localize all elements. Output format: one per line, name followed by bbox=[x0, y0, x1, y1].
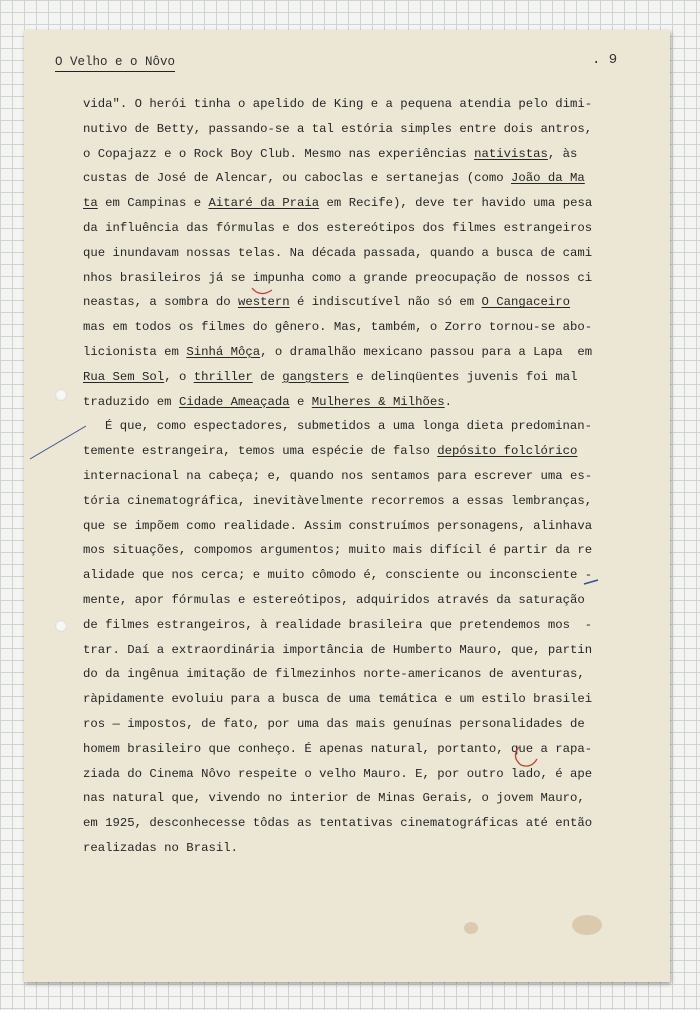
underlined-title: ta bbox=[83, 196, 98, 211]
paper-stain bbox=[464, 922, 478, 934]
text-line bbox=[83, 290, 623, 315]
text-segment: da influência das fórmulas e dos estereótipos dos filmes estrangeiros bbox=[83, 220, 593, 235]
text-segment: alidade que nos cerca; e muito cômodo é, consciente ou inconsciente - bbox=[83, 568, 593, 583]
text-segment: nas natural que, vivendo no interior de Minas Gerais, o jovem Mauro, bbox=[83, 791, 585, 806]
text-segment: ràpidamente evoluiu para a busca de uma temática e um estilo brasilei bbox=[83, 692, 593, 707]
text-segment: licionista em bbox=[83, 344, 187, 359]
text-segment: trar. Daí a extraordinária importância de Humberto Mauro, que, partin bbox=[83, 642, 593, 657]
text-segment: de filmes estrangeiros, à realidade brasileira que pretendemos mos - bbox=[83, 617, 593, 632]
text-line bbox=[83, 340, 623, 365]
text-segment: de bbox=[252, 369, 283, 384]
underlined-title: Rua Sem Sol bbox=[83, 369, 165, 384]
text-line bbox=[83, 390, 623, 415]
underlined-title: thriller bbox=[193, 369, 253, 384]
text-segment: tória cinematográfica, inevitàvelmente recorremos a essas lembranças, bbox=[83, 493, 593, 508]
text-line bbox=[83, 315, 623, 340]
text-segment: é indiscutível não só em bbox=[289, 295, 482, 310]
text-segment: homem brasileiro que conheço. É apenas natural, portanto, que a rapa- bbox=[83, 741, 593, 756]
text-segment: o Copajazz e o Rock Boy Club. Mesmo nas experiências bbox=[83, 146, 475, 161]
underlined-title: western bbox=[237, 295, 290, 310]
text-line bbox=[83, 117, 623, 142]
text-line bbox=[83, 489, 623, 514]
text-line bbox=[83, 365, 623, 390]
text-line bbox=[83, 514, 623, 539]
text-line bbox=[83, 712, 623, 737]
page-number: . 9 bbox=[592, 52, 618, 68]
binder-hole bbox=[55, 389, 67, 401]
text-line bbox=[83, 414, 623, 439]
underlined-title: O Cangaceiro bbox=[481, 295, 571, 310]
text-segment: , o bbox=[164, 369, 194, 384]
text-segment: que se impõem como realidade. Assim construímos personagens, alinhava bbox=[83, 518, 593, 533]
text-line bbox=[83, 836, 623, 861]
text-line bbox=[83, 811, 623, 836]
text-segment: mos situações, compomos argumentos; muito mais difícil é partir da re bbox=[83, 543, 593, 558]
text-line bbox=[83, 191, 623, 216]
text-line bbox=[83, 662, 623, 687]
text-line bbox=[83, 538, 623, 563]
text-segment: em Recife), deve ter havido uma pesa bbox=[319, 196, 593, 211]
underlined-title: João da Ma bbox=[511, 171, 585, 186]
text-line bbox=[83, 439, 623, 464]
text-segment: traduzido em bbox=[83, 394, 179, 409]
text-line bbox=[83, 216, 623, 241]
text-segment: , às bbox=[547, 146, 578, 161]
paper-stain bbox=[572, 915, 602, 935]
text-segment: nutivo de Betty, passando-se a tal estória simples entre dois antros, bbox=[83, 121, 593, 136]
text-line bbox=[83, 166, 623, 191]
text-segment: do da ingênua imitação de filmezinhos norte-americanos de aventuras, bbox=[83, 667, 585, 682]
text-segment: ros — impostos, de fato, por uma das mais genuínas personalidades de bbox=[83, 716, 585, 731]
underlined-title: Mulheres & Milhões bbox=[311, 394, 445, 409]
text-segment: mente, apor fórmulas e estereótipos, adquiridos através da saturação bbox=[83, 592, 585, 607]
document-body bbox=[83, 92, 623, 861]
text-segment: custas de José de Alencar, ou caboclas e sertanejas (como bbox=[83, 171, 512, 186]
underlined-title: nativistas bbox=[474, 146, 548, 161]
text-segment: e bbox=[289, 394, 312, 409]
underlined-title: Cidade Ameaçada bbox=[178, 394, 290, 409]
underlined-title: Sinhá Môça bbox=[186, 344, 261, 359]
text-segment: , o dramalhão mexicano passou para a Lapa em bbox=[260, 344, 593, 359]
text-line bbox=[83, 563, 623, 588]
text-segment: realizadas no Brasil. bbox=[83, 840, 238, 855]
text-line bbox=[83, 241, 623, 266]
text-line bbox=[83, 762, 623, 787]
text-line bbox=[83, 92, 623, 117]
text-segment: em 1925, desconhecesse tôdas as tentativas cinematográficas até então bbox=[83, 816, 593, 831]
underlined-title: depósito folclórico bbox=[437, 444, 578, 459]
text-line bbox=[83, 687, 623, 712]
underlined-title: gangsters bbox=[282, 369, 349, 384]
text-line bbox=[83, 638, 623, 663]
underlined-title: Aitaré da Praia bbox=[208, 196, 320, 211]
text-line bbox=[83, 142, 623, 167]
text-segment: nhos brasileiros já se impunha como a grande preocupação de nossos ci bbox=[83, 270, 593, 285]
text-line bbox=[83, 613, 623, 638]
text-segment: vida". O herói tinha o apelido de King e a pequena atendia pelo dimi- bbox=[83, 97, 593, 111]
text-segment: temente estrangeira, temos uma espécie de falso bbox=[83, 444, 438, 459]
page-header-title: O Velho e o Nôvo bbox=[55, 55, 175, 72]
text-segment: em Campinas e bbox=[97, 196, 209, 211]
text-line bbox=[83, 786, 623, 811]
text-line bbox=[83, 588, 623, 613]
text-segment: É que, como espectadores, submetidos a uma longa dieta predominan- bbox=[105, 419, 593, 434]
text-segment: neastas, a sombra do bbox=[83, 295, 238, 310]
text-segment: e delinqüentes juvenis foi mal bbox=[348, 369, 578, 384]
text-segment: internacional na cabeça; e, quando nos sentamos para escrever uma es- bbox=[83, 468, 593, 483]
binder-hole bbox=[55, 620, 67, 632]
text-segment: mas em todos os filmes do gênero. Mas, também, o Zorro tornou-se abo- bbox=[83, 320, 593, 335]
text-segment: ziada do Cinema Nôvo respeite o velho Mauro. E, por outro lado, é ape bbox=[83, 766, 593, 781]
text-line bbox=[83, 266, 623, 291]
text-line bbox=[83, 464, 623, 489]
text-segment: . bbox=[444, 394, 452, 409]
text-segment: que inundavam nossas telas. Na década passada, quando a busca de cami bbox=[83, 245, 593, 260]
text-line bbox=[83, 737, 623, 762]
